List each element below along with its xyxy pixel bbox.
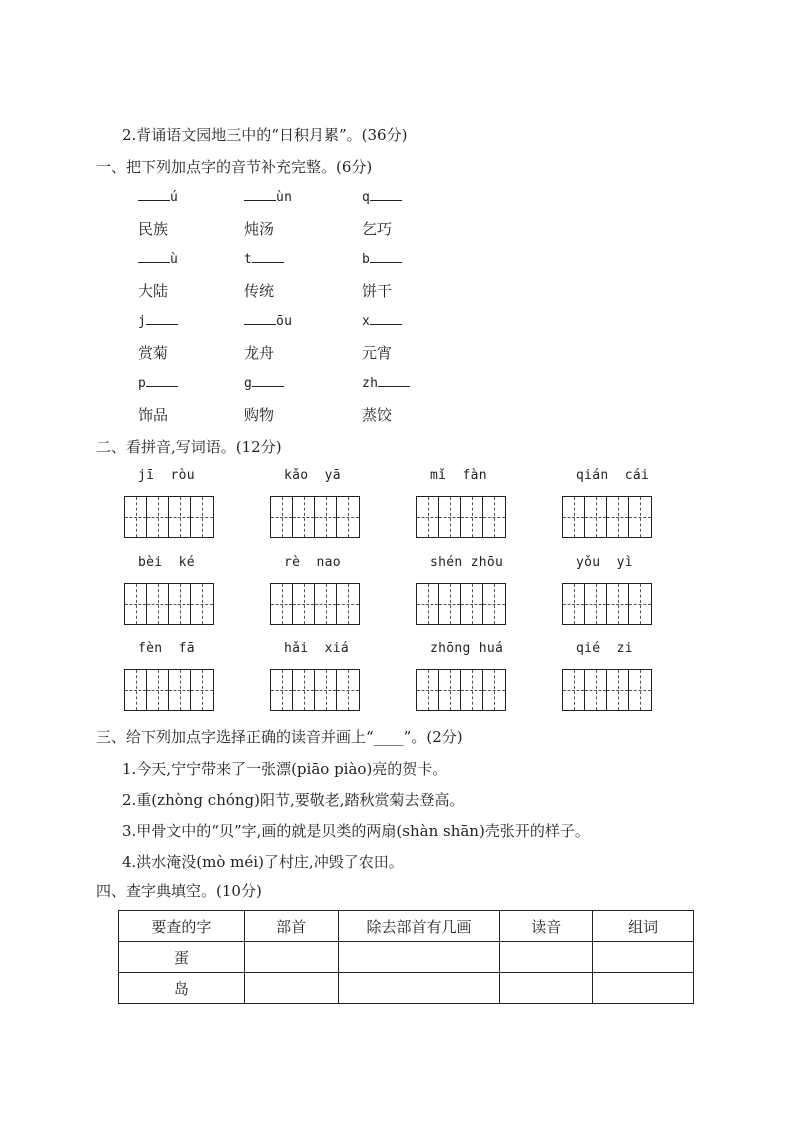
grid-cell[interactable]: [461, 670, 483, 710]
grid-cell[interactable]: [191, 497, 213, 537]
answer-blank[interactable]: [146, 312, 178, 325]
table-cell-input[interactable]: [338, 942, 500, 973]
grid-cell[interactable]: [293, 497, 315, 537]
pinyin-fill[interactable]: [362, 312, 402, 329]
pinyin-label: rè nao: [284, 555, 341, 570]
dotted-word: 大陆: [138, 282, 169, 300]
grid-cell[interactable]: [315, 584, 337, 624]
grid-cell[interactable]: [607, 497, 629, 537]
table-cell-input[interactable]: [244, 942, 338, 973]
section3-item: 2.重(zhòng chóng)阳节,要敬老,踏秋赏菊去登高。: [122, 791, 465, 809]
writing-grid[interactable]: [124, 583, 214, 625]
table-cell-input[interactable]: [500, 942, 593, 973]
pinyin-fill[interactable]: [362, 250, 402, 267]
dotted-word: 乞巧: [362, 220, 393, 238]
pinyin-prefix: x: [362, 314, 371, 329]
table-header: 部首: [244, 911, 338, 942]
grid-cell[interactable]: [483, 497, 505, 537]
grid-cell[interactable]: [585, 497, 607, 537]
pinyin-prefix: q: [362, 190, 371, 205]
writing-grid[interactable]: [270, 496, 360, 538]
dotted-word: 饼干: [362, 282, 393, 300]
answer-blank[interactable]: [370, 250, 402, 263]
answer-blank[interactable]: [138, 250, 170, 263]
table-cell-input[interactable]: [500, 973, 593, 1004]
section4-title: 四、查字典填空。(10分): [96, 882, 262, 900]
answer-blank[interactable]: [370, 312, 402, 325]
dotted-word: 蒸饺: [362, 406, 393, 424]
dotted-word: 传统: [244, 282, 275, 300]
pinyin-prefix: j: [138, 314, 147, 329]
grid-cell[interactable]: [315, 670, 337, 710]
dotted-word: 龙舟: [244, 344, 275, 362]
grid-cell[interactable]: [483, 584, 505, 624]
writing-grid[interactable]: [124, 669, 214, 711]
pinyin-label: qián cái: [576, 468, 650, 483]
grid-cell[interactable]: [563, 497, 585, 537]
table-header: 读音: [500, 911, 593, 942]
section1-title: 一、把下列加点字的音节补充完整。(6分): [96, 158, 373, 176]
answer-blank[interactable]: [244, 312, 276, 325]
pinyin-fill[interactable]: [244, 250, 284, 267]
writing-grid[interactable]: [562, 583, 652, 625]
pinyin-fill[interactable]: [138, 374, 178, 391]
table-cell-input[interactable]: [593, 973, 694, 1004]
dotted-word: 饰品: [138, 406, 169, 424]
grid-cell[interactable]: [607, 670, 629, 710]
writing-grid[interactable]: [416, 496, 506, 538]
writing-grid[interactable]: [562, 496, 652, 538]
section3-item: 4.洪水淹没(mò méi)了村庄,冲毁了农田。: [122, 853, 404, 871]
grid-cell[interactable]: [169, 497, 191, 537]
grid-cell[interactable]: [315, 497, 337, 537]
table-cell-char: 岛: [119, 973, 245, 1004]
dictionary-table: [118, 910, 694, 1004]
grid-cell[interactable]: [271, 670, 293, 710]
dotted-word: 购物: [244, 406, 275, 424]
table-row: [119, 942, 694, 973]
grid-cell[interactable]: [337, 670, 359, 710]
section3-title: 三、给下列加点字选择正确的读音并画上“____”。(2分): [96, 728, 463, 746]
grid-cell[interactable]: [125, 670, 147, 710]
pinyin-fill[interactable]: [138, 250, 178, 267]
grid-cell[interactable]: [147, 670, 169, 710]
pinyin-label: fèn fā: [138, 641, 195, 656]
pinyin-fill[interactable]: [244, 312, 292, 329]
grid-cell[interactable]: [337, 584, 359, 624]
grid-cell[interactable]: [169, 584, 191, 624]
pinyin-prefix: p: [138, 376, 147, 391]
pinyin-label: yǒu yì: [576, 555, 633, 570]
pinyin-suffix: ùn: [276, 190, 293, 205]
grid-cell[interactable]: [483, 670, 505, 710]
table-header: 要查的字: [119, 911, 245, 942]
pinyin-suffix: ú: [170, 190, 179, 205]
answer-blank[interactable]: [244, 188, 276, 201]
writing-grid[interactable]: [416, 583, 506, 625]
grid-cell[interactable]: [271, 497, 293, 537]
grid-cell[interactable]: [563, 670, 585, 710]
grid-cell[interactable]: [293, 584, 315, 624]
grid-cell[interactable]: [293, 670, 315, 710]
writing-grid[interactable]: [416, 669, 506, 711]
table-cell-input[interactable]: [244, 973, 338, 1004]
grid-cell[interactable]: [125, 584, 147, 624]
dotted-word: 炖汤: [244, 220, 275, 238]
answer-blank[interactable]: [378, 374, 410, 387]
dotted-word: 赏菊: [138, 344, 169, 362]
writing-grid[interactable]: [124, 496, 214, 538]
table-cell-input[interactable]: [338, 973, 500, 1004]
table-cell-input[interactable]: [593, 942, 694, 973]
writing-grid[interactable]: [270, 669, 360, 711]
grid-cell[interactable]: [439, 497, 461, 537]
section2-title: 二、看拼音,写词语。(12分): [96, 438, 282, 456]
pinyin-fill[interactable]: [244, 374, 284, 391]
table-header: 除去部首有几画: [338, 911, 500, 942]
pinyin-label: zhōng huá: [430, 641, 504, 656]
section3-item: 3.甲骨文中的“贝”字,画的就是贝类的两扇(shàn shān)壳张开的样子。: [122, 822, 590, 840]
answer-blank[interactable]: [252, 374, 284, 387]
grid-cell[interactable]: [169, 670, 191, 710]
pinyin-label: bèi ké: [138, 555, 195, 570]
dotted-word: 民族: [138, 220, 169, 238]
table-row: [119, 973, 694, 1004]
grid-cell[interactable]: [417, 670, 439, 710]
pinyin-prefix: b: [362, 252, 371, 267]
section3-item: 1.今天,宁宁带来了一张漂(piāo piào)亮的贺卡。: [122, 760, 448, 778]
grid-cell[interactable]: [125, 497, 147, 537]
pinyin-label: qié zi: [576, 641, 633, 656]
grid-cell[interactable]: [629, 497, 651, 537]
answer-blank[interactable]: [370, 188, 402, 201]
pinyin-label: shén zhōu: [430, 555, 504, 570]
table-header: 组词: [593, 911, 694, 942]
table-header-row: [119, 911, 694, 942]
pinyin-fill[interactable]: [244, 188, 292, 205]
grid-cell[interactable]: [563, 584, 585, 624]
writing-grid[interactable]: [562, 669, 652, 711]
answer-blank[interactable]: [252, 250, 284, 263]
pinyin-suffix: ù: [170, 252, 179, 267]
grid-cell[interactable]: [439, 584, 461, 624]
dotted-word: 元宵: [362, 344, 393, 362]
grid-cell[interactable]: [147, 584, 169, 624]
grid-cell[interactable]: [417, 584, 439, 624]
grid-cell[interactable]: [607, 584, 629, 624]
grid-cell[interactable]: [629, 584, 651, 624]
grid-cell[interactable]: [439, 670, 461, 710]
pinyin-fill[interactable]: [362, 188, 402, 205]
pinyin-label: mǐ fàn: [430, 468, 487, 483]
recite-instruction: 2.背诵语文园地三中的“日积月累”。(36分): [122, 126, 408, 144]
pinyin-label: hǎi xiá: [284, 641, 350, 656]
grid-cell[interactable]: [461, 497, 483, 537]
grid-cell[interactable]: [147, 497, 169, 537]
grid-cell[interactable]: [191, 670, 213, 710]
table-cell-char: 蛋: [119, 942, 245, 973]
pinyin-fill[interactable]: [138, 188, 178, 205]
pinyin-fill[interactable]: [138, 312, 178, 329]
writing-grid[interactable]: [270, 583, 360, 625]
grid-cell[interactable]: [417, 497, 439, 537]
grid-cell[interactable]: [461, 584, 483, 624]
pinyin-suffix: ōu: [276, 314, 293, 329]
pinyin-fill[interactable]: [362, 374, 410, 391]
pinyin-label: kǎo yā: [284, 468, 341, 483]
pinyin-prefix: zh: [362, 376, 379, 391]
grid-cell[interactable]: [337, 497, 359, 537]
pinyin-prefix: g: [244, 376, 253, 391]
grid-cell[interactable]: [629, 670, 651, 710]
pinyin-prefix: t: [244, 252, 253, 267]
grid-cell[interactable]: [191, 584, 213, 624]
pinyin-label: jī ròu: [138, 468, 195, 483]
answer-blank[interactable]: [138, 188, 170, 201]
grid-cell[interactable]: [585, 584, 607, 624]
grid-cell[interactable]: [585, 670, 607, 710]
grid-cell[interactable]: [271, 584, 293, 624]
answer-blank[interactable]: [146, 374, 178, 387]
